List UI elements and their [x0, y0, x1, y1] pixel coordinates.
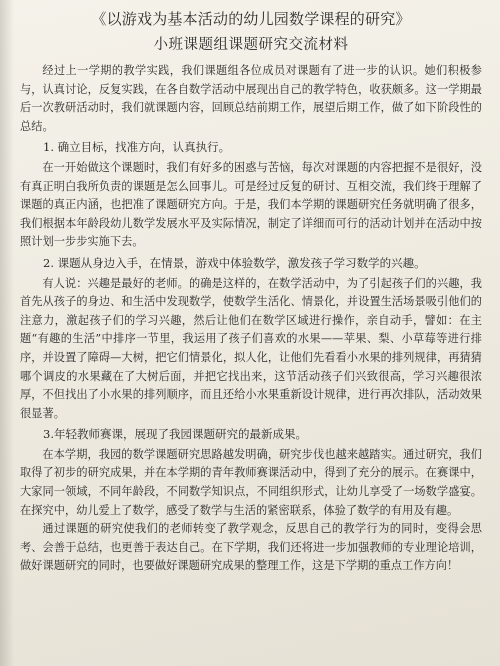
closing-paragraph: 通过课题的研究使我们的老师转变了教学观念，反思自己的教学行为的同时，变得会思考、会善于总结，也更善于表达自己。在下学期，我们还将进一步加强教师的专业理论培训，做好课题研究的同时，也要做好课题研究成果的整理工作，这是下学期的重点工作方向！ [20, 522, 482, 573]
section-paragraph: 有人说：兴趣是最好的老师。的确是这样的，在数学活动中，为了引起孩子们的兴趣，我首先从孩子的身边、和生活中发现数学，使数学生活化、情景化，并设置生活场景吸引他们的注意力，激起孩子们的学习兴趣，然后让他们在数学区域进行操作，亲自动手，譬如：在主题“有趣的生活”中排序一节里，我运用了孩子们喜欢的水果——苹果、梨、小草莓等进行排序，并设置了障碍—大树，把它们情景化，拟人化，让他们先看看小水果的排列规律，再猜猜哪个调皮的水果藏在了大树后面，并把它找出来，这节活动孩子们兴致很高，学习兴趣很浓厚，不但找出了小水果的排列顺序，而且还给小水果重新设计规律，进行再次排队，活动效果很显著。 [20, 276, 482, 420]
section-heading: 2. 课题从身边入手，在情景，游戏中体验数学，激发孩子学习数学的兴趣。 [43, 255, 426, 270]
section-paragraph: 在一开始做这个课题时，我们有好多的困惑与苦恼，每次对课题的内容把握不是很好，没有真正明白我所负责的课题是怎么回事儿。可是经过反复的研讨、互相交流，我们终于理解了课题的真正内涵，也把准了课题研究方向。于是，我们本学期的课题研究任务就明确了很多，我们根据本年龄段幼儿数学发展水平及实际情况，制定了详细而可行的活动计划并在活动中按照计划一步步实施下去。 [20, 160, 482, 249]
section-3 [20, 425, 482, 576]
intro-paragraph: 经过上一学期的教学实践，我们课题组各位成员对课题有了进一步的认识。她们积极参与，认真讨论，反复实践，在各自数学活动中展现出自己的教学特色，收获颇多。这一学期最后一次教研活动时，我们就课题内容，回顾总结前期工作，展望后期工作，做了如下阶段性的总结。 [20, 64, 482, 133]
document-subtitle: 小班课题组课题研究交流材料 [153, 37, 349, 53]
section-1 [20, 138, 482, 252]
section-2 [20, 254, 482, 423]
section-paragraph: 在本学期，我园的数学课题研究思路越发明确，研究步伐也越来越踏实。通过研究，我们取得了初步的研究成果，并在本学期的青年教师赛课活动中，得到了充分的展示。在赛课中，大家同一领域，不同年龄段，不同数学知识点，不同组织形式，让幼儿享受了一场数学盛宴。在探究中，幼儿爱上了数学，感受了数学与生活的紧密联系，体验了数学的有用及有趣。 [20, 447, 482, 517]
section-heading: 3.年轻教师赛课，展现了我园课题研究的最新成果。 [43, 427, 307, 442]
document-title: 《以游戏为基本活动的幼儿园数学课程的研究》 [91, 10, 411, 28]
section-heading: 1. 确立目标，找准方向，认真执行。 [43, 140, 231, 155]
page-shadow [0, 0, 14, 666]
